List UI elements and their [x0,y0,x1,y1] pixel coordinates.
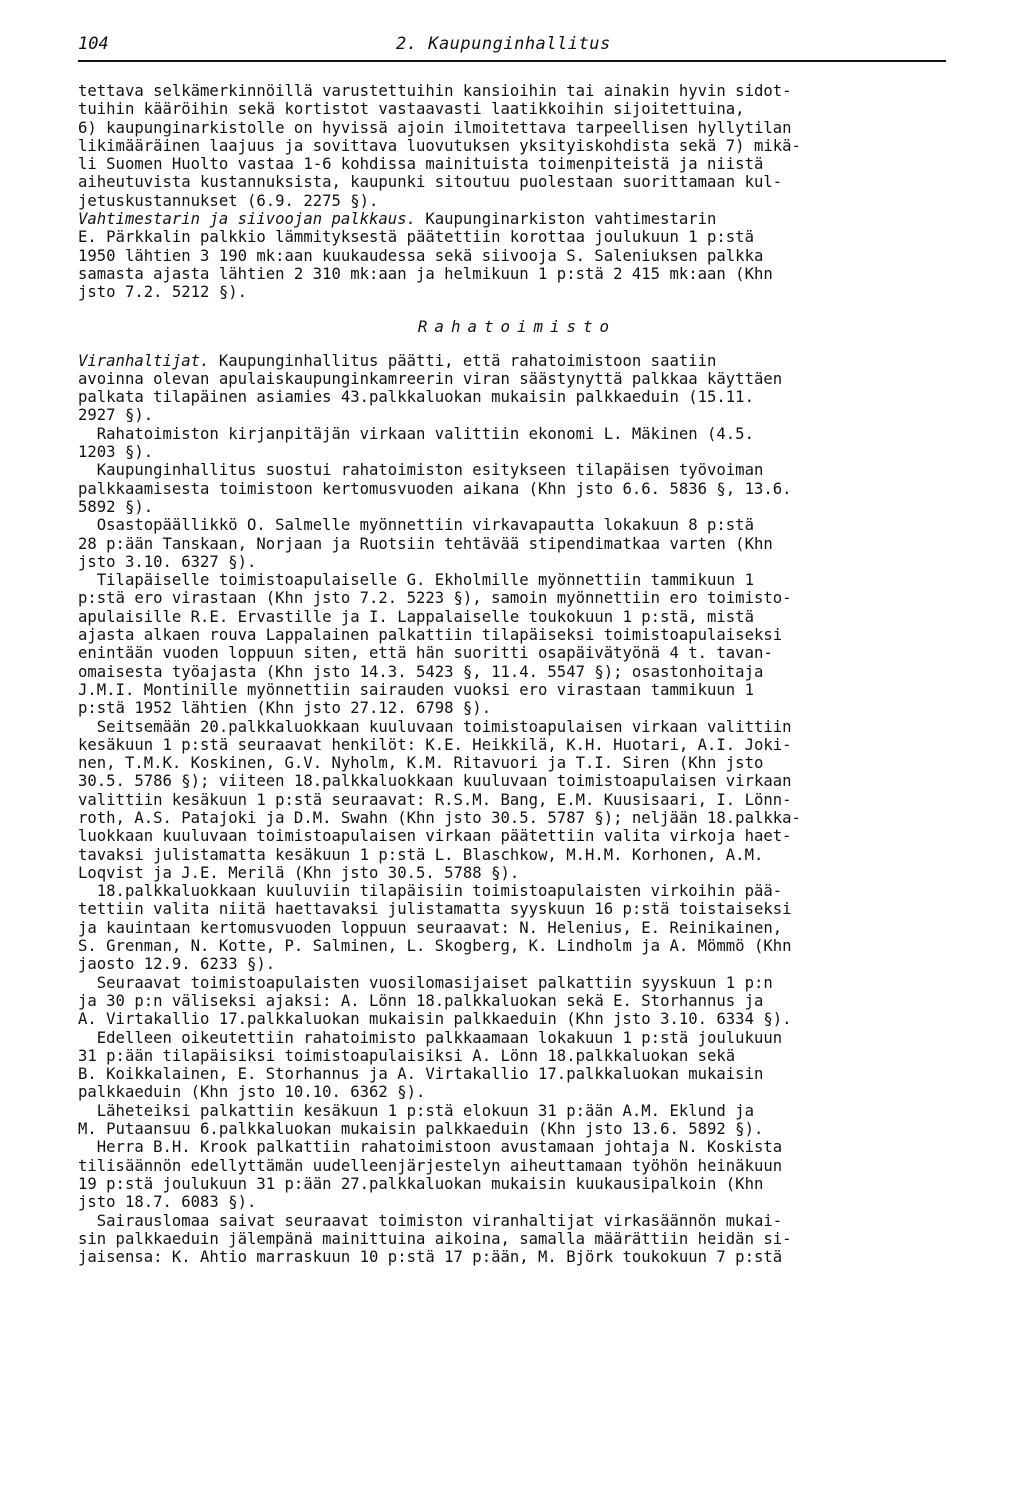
text-line: Osastopäällikkö O. Salmelle myönnettiin virkavapautta lokakuun 8 p:stä [78,516,754,535]
text-line: tettiin valita niitä haettavaksi julistamatta syyskuun 16 p:stä toistaiseksi [78,900,792,919]
paragraph-text: Kaupunginhallitus päätti, että rahatoimistoon saatiin [209,351,717,370]
text-line: ajasta alkaen rouva Lappalainen palkattiin tilapäiseksi toimistoapulaiseksi [78,626,783,645]
text-line: Rahatoimiston kirjanpitäjän virkaan valittiin ekonomi L. Mäkinen (4.5. [78,424,754,443]
text-line: palkkaamisesta toimistoon kertomusvuoden aikana (Khn jsto 6.6. 5836 §, 13.6. [78,479,792,498]
text-line: li Suomen Huolto vastaa 1-6 kohdissa mainituista toimenpiteistä ja niistä [78,155,764,174]
text-line: p:stä ero virastaan (Khn jsto 7.2. 5223 §), samoin myönnettiin ero toimisto- [78,589,792,608]
running-head: 2. Kaupunginhallitus [396,34,611,54]
text-line: 1950 lähtien 3 190 mk:aan kuukaudessa sekä siivooja S. Saleniuksen palkka [78,246,764,265]
text-line: 18.palkkaluokkaan kuuluviin tilapäisiin toimistoapulaisten virkoihin pää- [78,882,783,901]
text-line: valittiin kesäkuun 1 p:stä seuraavat: R.S.M. Bang, E.M. Kuusisaari, I. Lönn- [78,790,792,809]
paragraph-block-2 [78,228,956,301]
text-line: tuihin kääröihin sekä kortistot vastaavasti laatikkoihin sijoitettuina, [78,100,745,119]
text-line: Tilapäiselle toimistoapulaiselle G. Ekholmille myönnettiin tammikuun 1 [78,571,754,590]
text-line: jsto 18.7. 6083 §). [78,1193,257,1212]
text-line: M. Putaansuu 6.palkkaluokan mukaisin palkkaeduin (Khn jsto 13.6. 5892 §). [78,1120,764,1139]
paragraph-block-1 [78,82,956,210]
text-line: palkkaeduin (Khn jsto 10.10. 6362 §). [78,1083,426,1102]
text-line: Seuraavat toimistoapulaisten vuosilomasijaiset palkattiin syyskuun 1 p:n [78,973,773,992]
paragraph-line [78,210,956,228]
text-line: enintään vuoden loppuun siten, että hän suoritti osapäivätyönä 4 t. tavan- [78,644,773,663]
text-line: Loqvist ja J.E. Merilä (Khn jsto 30.5. 5788 §). [78,863,520,882]
paragraph-title: Vahtimestarin ja siivoojan palkkaus. [78,210,416,229]
text-line: 31 p:ään tilapäisiksi toimistoapulaisiksi A. Lönn 18.palkkaluokan sekä [78,1046,736,1065]
section-heading: Rahatoimisto [417,316,617,336]
text-line: Herra B.H. Krook palkattiin rahatoimistoon avustamaan johtaja N. Koskista [78,1138,783,1157]
text-line: jaosto 12.9. 6233 §). [78,955,276,974]
text-line: p:stä 1952 lähtien (Khn jsto 27.12. 6798 §). [78,699,492,718]
text-line: jsto 3.10. 6327 §). [78,552,257,571]
page-body [78,82,956,1266]
text-line: 6) kaupunginarkistolle on hyvissä ajoin ilmoitettava tarpeellisen hyllytilan [78,118,792,137]
text-line: kesäkuun 1 p:stä seuraavat henkilöt: K.E. Heikkilä, K.H. Huotari, A.I. Joki- [78,735,792,754]
text-line: tilisäännön edellyttämän uudelleenjärjestelyn aiheuttamaan työhön heinäkuun [78,1156,783,1175]
paragraph-line [78,352,956,370]
text-line: 1203 §). [78,443,154,462]
text-line: A. Virtakallio 17.palkkaluokan mukaisin palkkaeduin (Khn jsto 3.10. 6334 §). [78,1010,792,1029]
text-line: J.M.I. Montinille myönnettiin sairauden vuoksi ero virastaan tammikuun 1 [78,680,754,699]
text-line: B. Koikkalainen, E. Storhannus ja A. Virtakallio 17.palkkaluokan mukaisin [78,1065,764,1084]
text-line: apulaisille R.E. Ervastille ja I. Lappalaiselle toukokuun 1 p:stä, mistä [78,607,754,626]
text-line: 30.5. 5786 §); viiteen 18.palkkaluokkaan kuuluvaan toimistoapulaisen virkaan [78,772,792,791]
text-line: aiheutuvista kustannuksista, kaupunki sitoutuu puolestaan suorittamaan kul- [78,173,783,192]
page-header [78,34,946,62]
text-line: tettava selkämerkinnöillä varustettuihin kansioihin tai ainakin hyvin sidot- [78,82,792,100]
text-line: ja 30 p:n väliseksi ajaksi: A. Lönn 18.palkkaluokan sekä E. Storhannus ja [78,991,764,1010]
text-line: sin palkkaeduin jälempänä mainittuina aikoina, samalla määrättiin heidän si- [78,1229,792,1248]
text-line: Kaupunginhallitus suostui rahatoimiston esitykseen tilapäisen työvoiman [78,461,764,480]
text-line: likimääräinen laajuus ja sovittava luovutuksen yksityiskohdista sekä 7) mikä- [78,136,801,155]
text-line: E. Pärkkalin palkkio lämmityksestä päätettiin korottaa joulukuun 1 p:stä [78,228,754,247]
text-line: omaisesta työajasta (Khn jsto 14.3. 5423 §, 11.4. 5547 §); osastonhoitaja [78,662,764,681]
text-line: 19 p:stä joulukuun 31 p:ään 27.palkkaluokan mukaisin kuukausipalkoin (Khn [78,1174,764,1193]
text-line: S. Grenman, N. Kotte, P. Salminen, L. Skogberg, K. Lindholm ja A. Mömmö (Khn [78,937,792,956]
text-line: avoinna olevan apulaiskaupunginkamreerin viran säästynyttä palkkaa käyttäen [78,369,783,388]
text-line: 2927 §). [78,406,154,425]
text-line: roth, A.S. Patajoki ja D.M. Swahn (Khn jsto 30.5. 5787 §); neljään 18.palkka- [78,808,801,827]
text-line: palkata tilapäinen asiamies 43.palkkaluokan mukaisin palkkaeduin (15.11. [78,388,754,407]
text-line: jsto 7.2. 5212 §). [78,283,247,302]
page-number: 104 [78,34,109,54]
text-line: ja kauintaan kertomusvuoden loppuun seuraavat: N. Helenius, E. Reinikainen, [78,918,783,937]
text-line: luokkaan kuuluvaan toimistoapulaisen virkaan päätettiin valita virkoja haet- [78,827,792,846]
paragraph-text: Kaupunginarkiston vahtimestarin [415,210,717,229]
text-line: 5892 §). [78,497,154,516]
text-line: samasta ajasta lähtien 2 310 mk:aan ja helmikuun 1 p:stä 2 415 mk:aan (Khn [78,264,773,283]
text-line: Edelleen oikeutettiin rahatoimisto palkkaamaan lokakuun 1 p:stä joulukuun [78,1028,783,1047]
text-line: Sairauslomaa saivat seuraavat toimiston viranhaltijat virkasäännön mukai- [78,1211,783,1230]
paragraph-title: Viranhaltijat. [78,351,210,370]
text-line: 28 p:ään Tanskaan, Norjaan ja Ruotsiin tehtävää stipendimatkaa varten (Khn [78,534,773,553]
text-line: jaisensa: K. Ahtio marraskuun 10 p:stä 17 p:ään, M. Björk toukokuun 7 p:stä [78,1248,783,1267]
paragraph-block-3 [78,370,956,1267]
text-line: jetuskustannukset (6.9. 2275 §). [78,191,379,210]
text-line: Seitsemään 20.palkkaluokkaan kuuluvaan toimistoapulaisen virkaan valittiin [78,717,792,736]
text-line: tavaksi julistamatta kesäkuun 1 p:stä L. Blaschkow, M.H.M. Korhonen, A.M. [78,845,764,864]
text-line: Läheteiksi palkattiin kesäkuun 1 p:stä elokuun 31 p:ään A.M. Eklund ja [78,1101,754,1120]
text-line: nen, T.M.K. Koskinen, G.V. Nyholm, K.M. Ritavuori ja T.I. Siren (Khn jsto [78,754,764,773]
